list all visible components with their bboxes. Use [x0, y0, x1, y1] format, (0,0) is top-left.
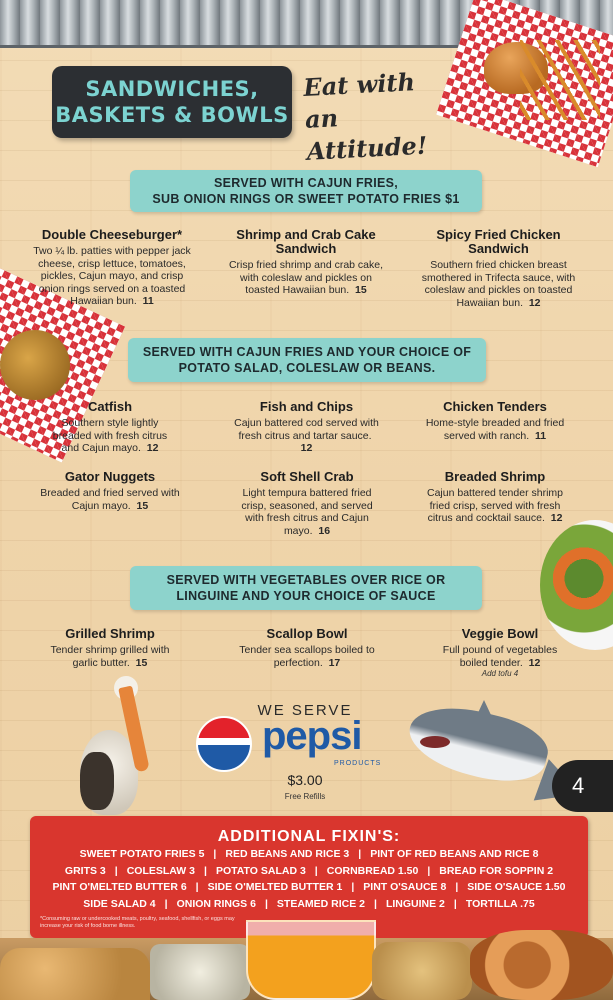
item-price: 12	[528, 656, 541, 669]
page-number: 4	[572, 773, 585, 798]
fixin-item: TORTILLA .75	[465, 897, 535, 910]
item-description: Southern style lightly breaded with fresh citrus and Cajun mayo. 12	[52, 417, 168, 454]
item-name: Shrimp and Crab Cake Sandwich	[236, 227, 376, 256]
item-price: 11	[142, 295, 154, 307]
item-description: Two ¼ lb. patties with pepper jack cheese, crisp lettuce, tomatoes, pickles, Cajun mayo, and crisp onion rings served on a toasted Hawaiian bun. 11	[33, 245, 191, 307]
item-description: Southern fried chicken breast smothered in Trifecta sauce, with coleslaw and pickles on toasted Hawaiian bun. 12	[421, 259, 576, 309]
fixins-row: PINT O'MELTED BUTTER 6 | SIDE O'MELTED BUTTER 1 | PINT O'SAUCE 8 | SIDE O'SAUCE 1.50	[30, 879, 588, 896]
fixin-item: SIDE SALAD 4	[83, 897, 156, 910]
banner-line: POTATO SALAD, COLESLAW OR BEANS.	[178, 361, 436, 375]
menu-item-double-cheeseburger	[32, 228, 192, 308]
item-description: Crisp fried shrimp and crab cake, with coleslaw and pickles on toasted Hawaiian bun. 15	[228, 259, 384, 296]
item-price: 12	[300, 442, 313, 454]
menu-item-spicy-chicken	[416, 228, 581, 309]
section-title-line-2: BASKETS & BOWLS	[55, 103, 289, 127]
item-description: Full pound of vegetables boiled tender. 12	[442, 644, 558, 669]
menu-item-gator-nuggets	[40, 470, 180, 512]
menu-item-soft-shell-crab	[232, 470, 382, 537]
item-description: Tender sea scallops boiled to perfection. 17	[239, 644, 375, 669]
banner-line: LINGUINE AND YOUR CHOICE OF SAUCE	[176, 589, 436, 603]
item-name: Catfish	[87, 399, 133, 414]
banner-line: SUB ONION RINGS OR SWEET POTATO FRIES $1	[152, 192, 460, 206]
menu-item-fish-chips	[234, 400, 379, 455]
food-safety-disclaimer: *Consuming raw or undercooked meats, poultry, seafood, shellfish, or eggs may increase your risk of food borne illness.	[40, 916, 235, 929]
menu-item-scallop-bowl	[230, 627, 384, 669]
menu-item-veggie-bowl	[440, 627, 560, 678]
item-price: 12	[550, 512, 563, 524]
fixins-title: ADDITIONAL FIXIN'S:	[217, 828, 401, 845]
section-title-line-1: SANDWICHES,	[85, 77, 259, 101]
fixin-item: GRITS 3	[64, 864, 106, 877]
item-name: Spicy Fried Chicken Sandwich	[436, 227, 561, 256]
fixin-item: SIDE O'SAUCE 1.50	[467, 881, 566, 893]
item-name: Veggie Bowl	[461, 626, 539, 641]
item-description: Tender shrimp grilled with garlic butter. 15	[50, 644, 170, 669]
banner-line: SERVED WITH CAJUN FRIES AND YOUR CHOICE OF	[142, 345, 472, 359]
menu-item-grilled-shrimp	[40, 627, 180, 669]
fixin-item: RED BEANS AND RICE 3	[225, 848, 350, 860]
shark-mouth	[420, 736, 450, 748]
item-price: 12	[528, 296, 541, 309]
item-price: 11	[534, 429, 547, 442]
item-name: Gator Nuggets	[64, 469, 156, 484]
section-2-banner	[128, 338, 486, 382]
item-price: 15	[135, 656, 148, 669]
fixin-item: LINGUINE 2	[385, 897, 445, 910]
item-name: Breaded Shrimp	[444, 469, 546, 484]
banner-line: SERVED WITH CAJUN FRIES,	[213, 176, 399, 190]
tagline: Eat with an Attitude!	[302, 67, 428, 166]
section-3-banner	[130, 566, 482, 610]
drink-price: $3.00	[287, 772, 323, 788]
pepsi-globe-icon	[196, 716, 252, 772]
fixin-item: STEAMED RICE 2	[276, 897, 366, 910]
fritter-image	[372, 942, 472, 1000]
item-name: Soft Shell Crab	[260, 469, 354, 484]
pepsi-wordmark: pepsi	[262, 714, 362, 758]
fixin-item: SIDE O'MELTED BUTTER 1	[207, 881, 343, 893]
menu-item-shrimp-crab-cake	[226, 228, 386, 297]
menu-item-breaded-shrimp	[418, 470, 572, 525]
fixins-row: SWEET POTATO FRIES 5 | RED BEANS AND RICE 3 | PINT OF RED BEANS AND RICE 8	[30, 846, 588, 863]
fixin-item: BREAD FOR SOPPIN 2	[439, 864, 554, 877]
fries-image	[520, 40, 600, 120]
fried-fish-image	[0, 330, 70, 400]
item-name: Double Cheeseburger*	[41, 227, 183, 242]
fixin-item: SWEET POTATO FRIES 5	[79, 848, 205, 860]
item-description: Home-style breaded and fried served with ranch. 11	[425, 417, 565, 442]
fixins-row: SIDE SALAD 4 | ONION RINGS 6 | STEAMED RICE 2 | LINGUINE 2 | TORTILLA .75	[30, 896, 588, 913]
item-name: Scallop Bowl	[266, 626, 348, 641]
section-title-box	[52, 66, 292, 138]
item-name: Fish and Chips	[259, 399, 354, 414]
fixin-item: PINT O'SAUCE 8	[363, 881, 447, 893]
fixin-item: CORNBREAD 1.50	[326, 864, 419, 877]
fixins-row: GRITS 3 | COLESLAW 3 | POTATO SALAD 3 | CORNBREAD 1.50 | BREAD FOR SOPPIN 2	[30, 863, 588, 880]
free-refills-label: Free Refills	[284, 792, 326, 801]
pepsi-products-label: PRODUCTS	[334, 760, 382, 767]
bread-image	[0, 948, 150, 1000]
item-price: 15	[355, 284, 367, 296]
pelican-wing	[80, 752, 114, 810]
menu-item-chicken-tenders	[420, 400, 570, 442]
fixin-item: PINT OF RED BEANS AND RICE 8	[370, 848, 539, 860]
item-name: Chicken Tenders	[443, 399, 547, 414]
item-note: Add tofu 4	[481, 669, 519, 678]
banner-line: SERVED WITH VEGETABLES OVER RICE OR	[166, 573, 446, 587]
menu-item-catfish	[45, 400, 175, 455]
onion-rings-image	[470, 930, 613, 1000]
item-price: 17	[328, 656, 341, 669]
fixin-item: ONION RINGS 6	[176, 897, 256, 910]
we-serve-label: WE SERVE	[257, 702, 353, 719]
item-description: Cajun battered tender shrimp fried crisp, served with fresh citrus and cocktail sauce. 12	[427, 487, 563, 524]
coleslaw-image	[150, 944, 250, 1000]
fixin-item: POTATO SALAD 3	[215, 864, 306, 877]
item-description: Light tempura battered fried crisp, seasoned, and served with fresh citrus and Cajun mayo. 16	[241, 487, 373, 537]
item-price: 16	[318, 524, 331, 537]
fixin-item: PINT O'MELTED BUTTER 6	[52, 881, 187, 893]
item-description: Breaded and fried served with Cajun mayo. 15	[40, 487, 180, 512]
butter-cup-image	[246, 920, 376, 1000]
item-name: Grilled Shrimp	[65, 626, 155, 641]
item-price: 15	[136, 499, 149, 512]
section-1-banner	[130, 170, 482, 212]
item-price: 12	[146, 442, 159, 454]
fixin-item: COLESLAW 3	[126, 864, 195, 877]
page-number-badge	[552, 760, 613, 812]
item-description: Cajun battered cod served with fresh citrus and tartar sauce. 12	[234, 417, 379, 454]
